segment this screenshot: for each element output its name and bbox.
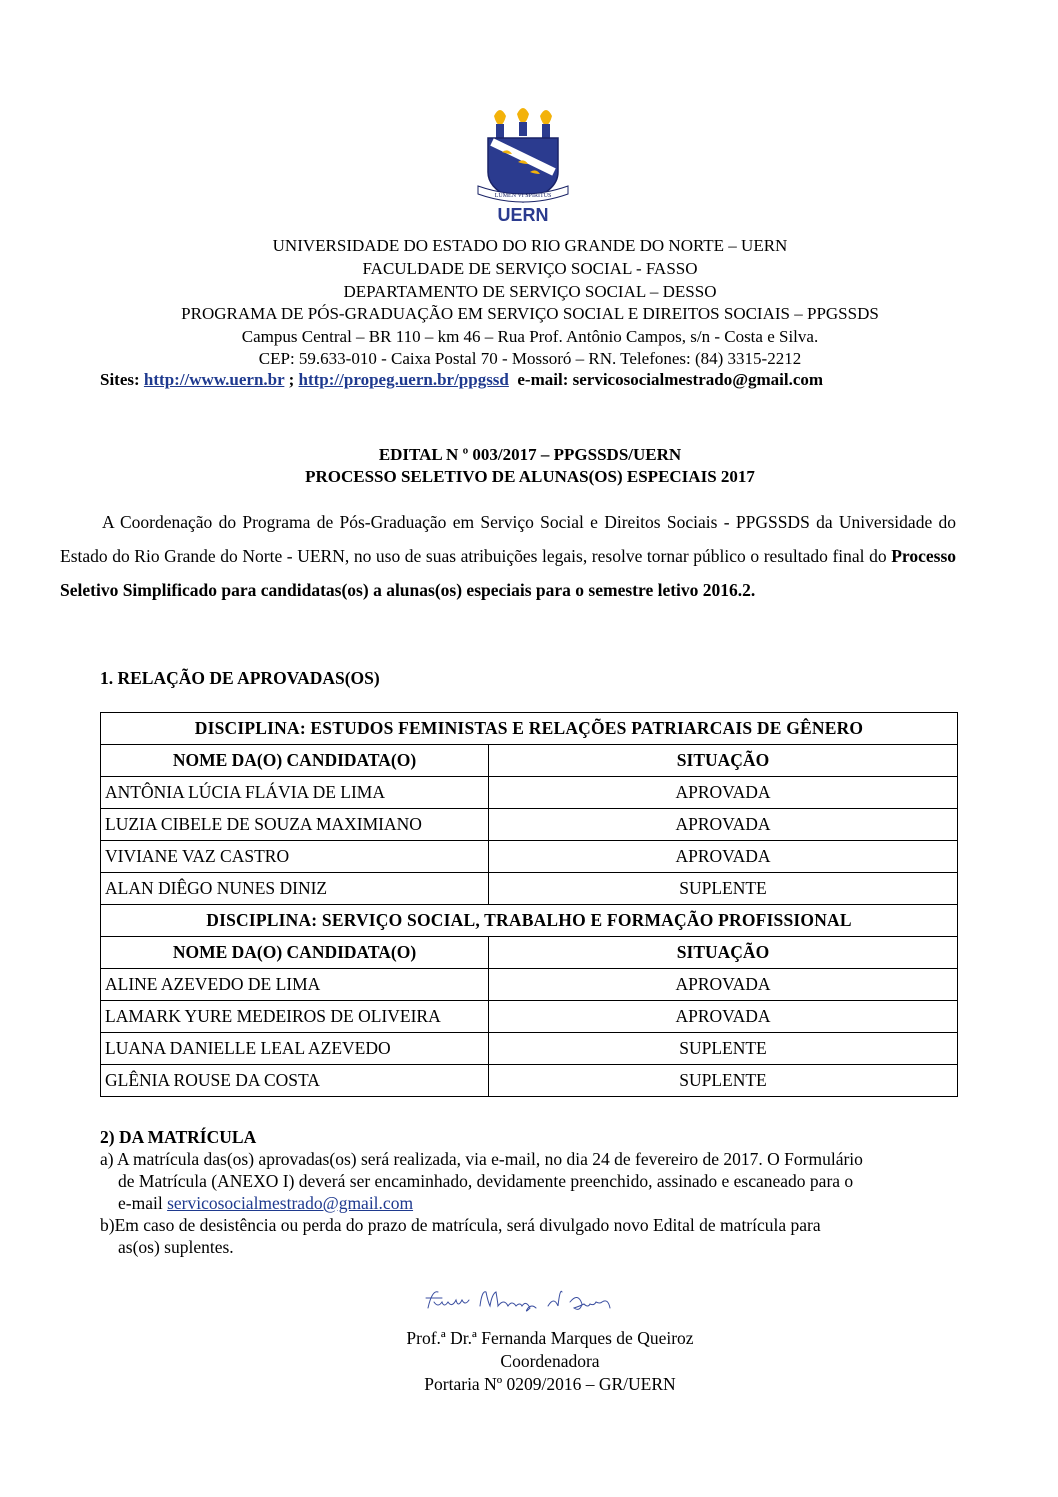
discipline-title: DISCIPLINA: SERVIÇO SOCIAL, TRABALHO E FORMAÇÃO PROFISSIONAL: [101, 905, 958, 937]
enrollment-email-link[interactable]: servicosocialmestrado@gmail.com: [167, 1193, 414, 1213]
sites-label: Sites:: [100, 370, 140, 389]
table-row: [101, 841, 958, 873]
candidate-status: APROVADA: [489, 969, 958, 1001]
column-header-name: NOME DA(O) CANDIDATA(O): [101, 745, 489, 777]
propeg-site-link[interactable]: http://propeg.uern.br/ppgssd: [298, 370, 509, 389]
item-a-line3: [100, 1192, 980, 1214]
item-b-line2: as(os) suplentes.: [118, 1237, 234, 1257]
section2-title: 2) DA MATRÍCULA: [100, 1127, 257, 1147]
column-header-name: NOME DA(O) CANDIDATA(O): [101, 937, 489, 969]
table-row: [101, 1065, 958, 1097]
candidate-name: LAMARK YURE MEDEIROS DE OLIVEIRA: [101, 1001, 489, 1033]
candidate-status: SUPLENTE: [489, 873, 958, 905]
column-header-status: SITUAÇÃO: [489, 937, 958, 969]
signer-portaria: Portaria Nº 0209/2016 – GR/UERN: [424, 1374, 676, 1394]
candidate-name: LUZIA CIBELE DE SOUZA MAXIMIANO: [101, 809, 489, 841]
header-program: PROGRAMA DE PÓS-GRADUAÇÃO EM SERVIÇO SOCIAL E DIREITOS SOCIAIS – PPGSSDS: [181, 304, 879, 323]
signer-role: Coordenadora: [500, 1351, 600, 1371]
svg-text:LUMEN VI SPIRITUS: LUMEN VI SPIRITUS: [494, 193, 552, 199]
intro-paragraph: [60, 505, 956, 607]
item-b-line1: b)Em caso de desistência ou perda do prazo de matrícula, será divulgado novo Edital de matrícula para: [100, 1215, 821, 1235]
handwritten-signature: [420, 1282, 630, 1320]
item-a-email-prefix: e-mail: [118, 1193, 163, 1213]
email-label: e-mail:: [517, 370, 569, 389]
candidate-name: GLÊNIA ROUSE DA COSTA: [101, 1065, 489, 1097]
candidate-name: VIVIANE VAZ CASTRO: [101, 841, 489, 873]
edital-title: EDITAL N º 003/2017 – PPGSSDS/UERN: [378, 445, 682, 464]
candidate-name: ALAN DIÊGO NUNES DINIZ: [101, 873, 489, 905]
table-header-row: [101, 745, 958, 777]
header-sites: [100, 370, 823, 390]
column-header-status: SITUAÇÃO: [489, 745, 958, 777]
table-row: [101, 777, 958, 809]
candidate-status: SUPLENTE: [489, 1065, 958, 1097]
discipline-title: DISCIPLINA: ESTUDOS FEMINISTAS E RELAÇÕES PATRIARCAIS DE GÊNERO: [101, 713, 958, 745]
section2: [100, 1126, 980, 1258]
svg-text:UERN: UERN: [497, 205, 549, 224]
candidate-status: SUPLENTE: [489, 1033, 958, 1065]
table-row: [101, 1033, 958, 1065]
results-table: [100, 712, 958, 1097]
table-row: [101, 873, 958, 905]
candidate-name: ALINE AZEVEDO DE LIMA: [101, 969, 489, 1001]
torch-icon: [540, 110, 552, 138]
candidate-status: APROVADA: [489, 777, 958, 809]
header-department: DEPARTAMENTO DE SERVIÇO SOCIAL – DESSO: [343, 282, 717, 301]
candidate-name: LUANA DANIELLE LEAL AZEVEDO: [101, 1033, 489, 1065]
intro-text: A Coordenação do Programa de Pós-Graduação em Serviço Social e Direitos Sociais - PPGSSDS da Universidade do Estado do Rio Grande do Norte - UERN, no uso de suas atribuições legais, resolve tornar público o resultado final do: [60, 512, 956, 566]
table-row: [101, 1001, 958, 1033]
header-university: UNIVERSIDADE DO ESTADO DO RIO GRANDE DO NORTE – UERN: [272, 236, 788, 255]
candidate-status: APROVADA: [489, 841, 958, 873]
item-a-line1: a) A matrícula das(os) aprovadas(os) será realizada, via e-mail, no dia 24 de fevereiro de 2017. O Formulário: [100, 1149, 863, 1169]
discipline-row: [101, 713, 958, 745]
signer-name: Prof.ª Dr.ª Fernanda Marques de Queiroz: [406, 1328, 694, 1348]
edital-subtitle: PROCESSO SELETIVO DE ALUNAS(OS) ESPECIAIS 2017: [305, 467, 755, 486]
candidate-name: ANTÔNIA LÚCIA FLÁVIA DE LIMA: [101, 777, 489, 809]
uern-site-link[interactable]: http://www.uern.br: [143, 370, 285, 389]
candidate-status: APROVADA: [489, 809, 958, 841]
table-row: [101, 969, 958, 1001]
header-contact: CEP: 59.633-010 - Caixa Postal 70 - Mossoró – RN. Telefones: (84) 3315-2212: [258, 349, 802, 368]
section1-title: 1. RELAÇÃO DE APROVADAS(OS): [100, 668, 380, 688]
torch-icon: [517, 108, 529, 136]
table-header-row: [101, 937, 958, 969]
intro-bold-text: Processo Seletivo Simplificado para candidatas(os) a alunas(os) especiais para o semestre letivo 2016.2.: [60, 546, 956, 600]
header-address: Campus Central – BR 110 – km 46 – Rua Prof. Antônio Campos, s/n - Costa e Silva.: [241, 327, 819, 346]
torch-icon: [494, 110, 506, 138]
header-email: servicosocialmestrado@gmail.com: [572, 370, 824, 389]
candidate-status: APROVADA: [489, 1001, 958, 1033]
item-a-line2: de Matrícula (ANEXO I) deverá ser encaminhado, devidamente preenchido, assinado e escaneado para o: [118, 1171, 854, 1191]
header-faculty: FACULDADE DE SERVIÇO SOCIAL - FASSO: [362, 259, 698, 278]
table-row: [101, 809, 958, 841]
uern-logo: [472, 106, 574, 224]
discipline-row: [101, 905, 958, 937]
sites-separator: ;: [288, 370, 295, 389]
